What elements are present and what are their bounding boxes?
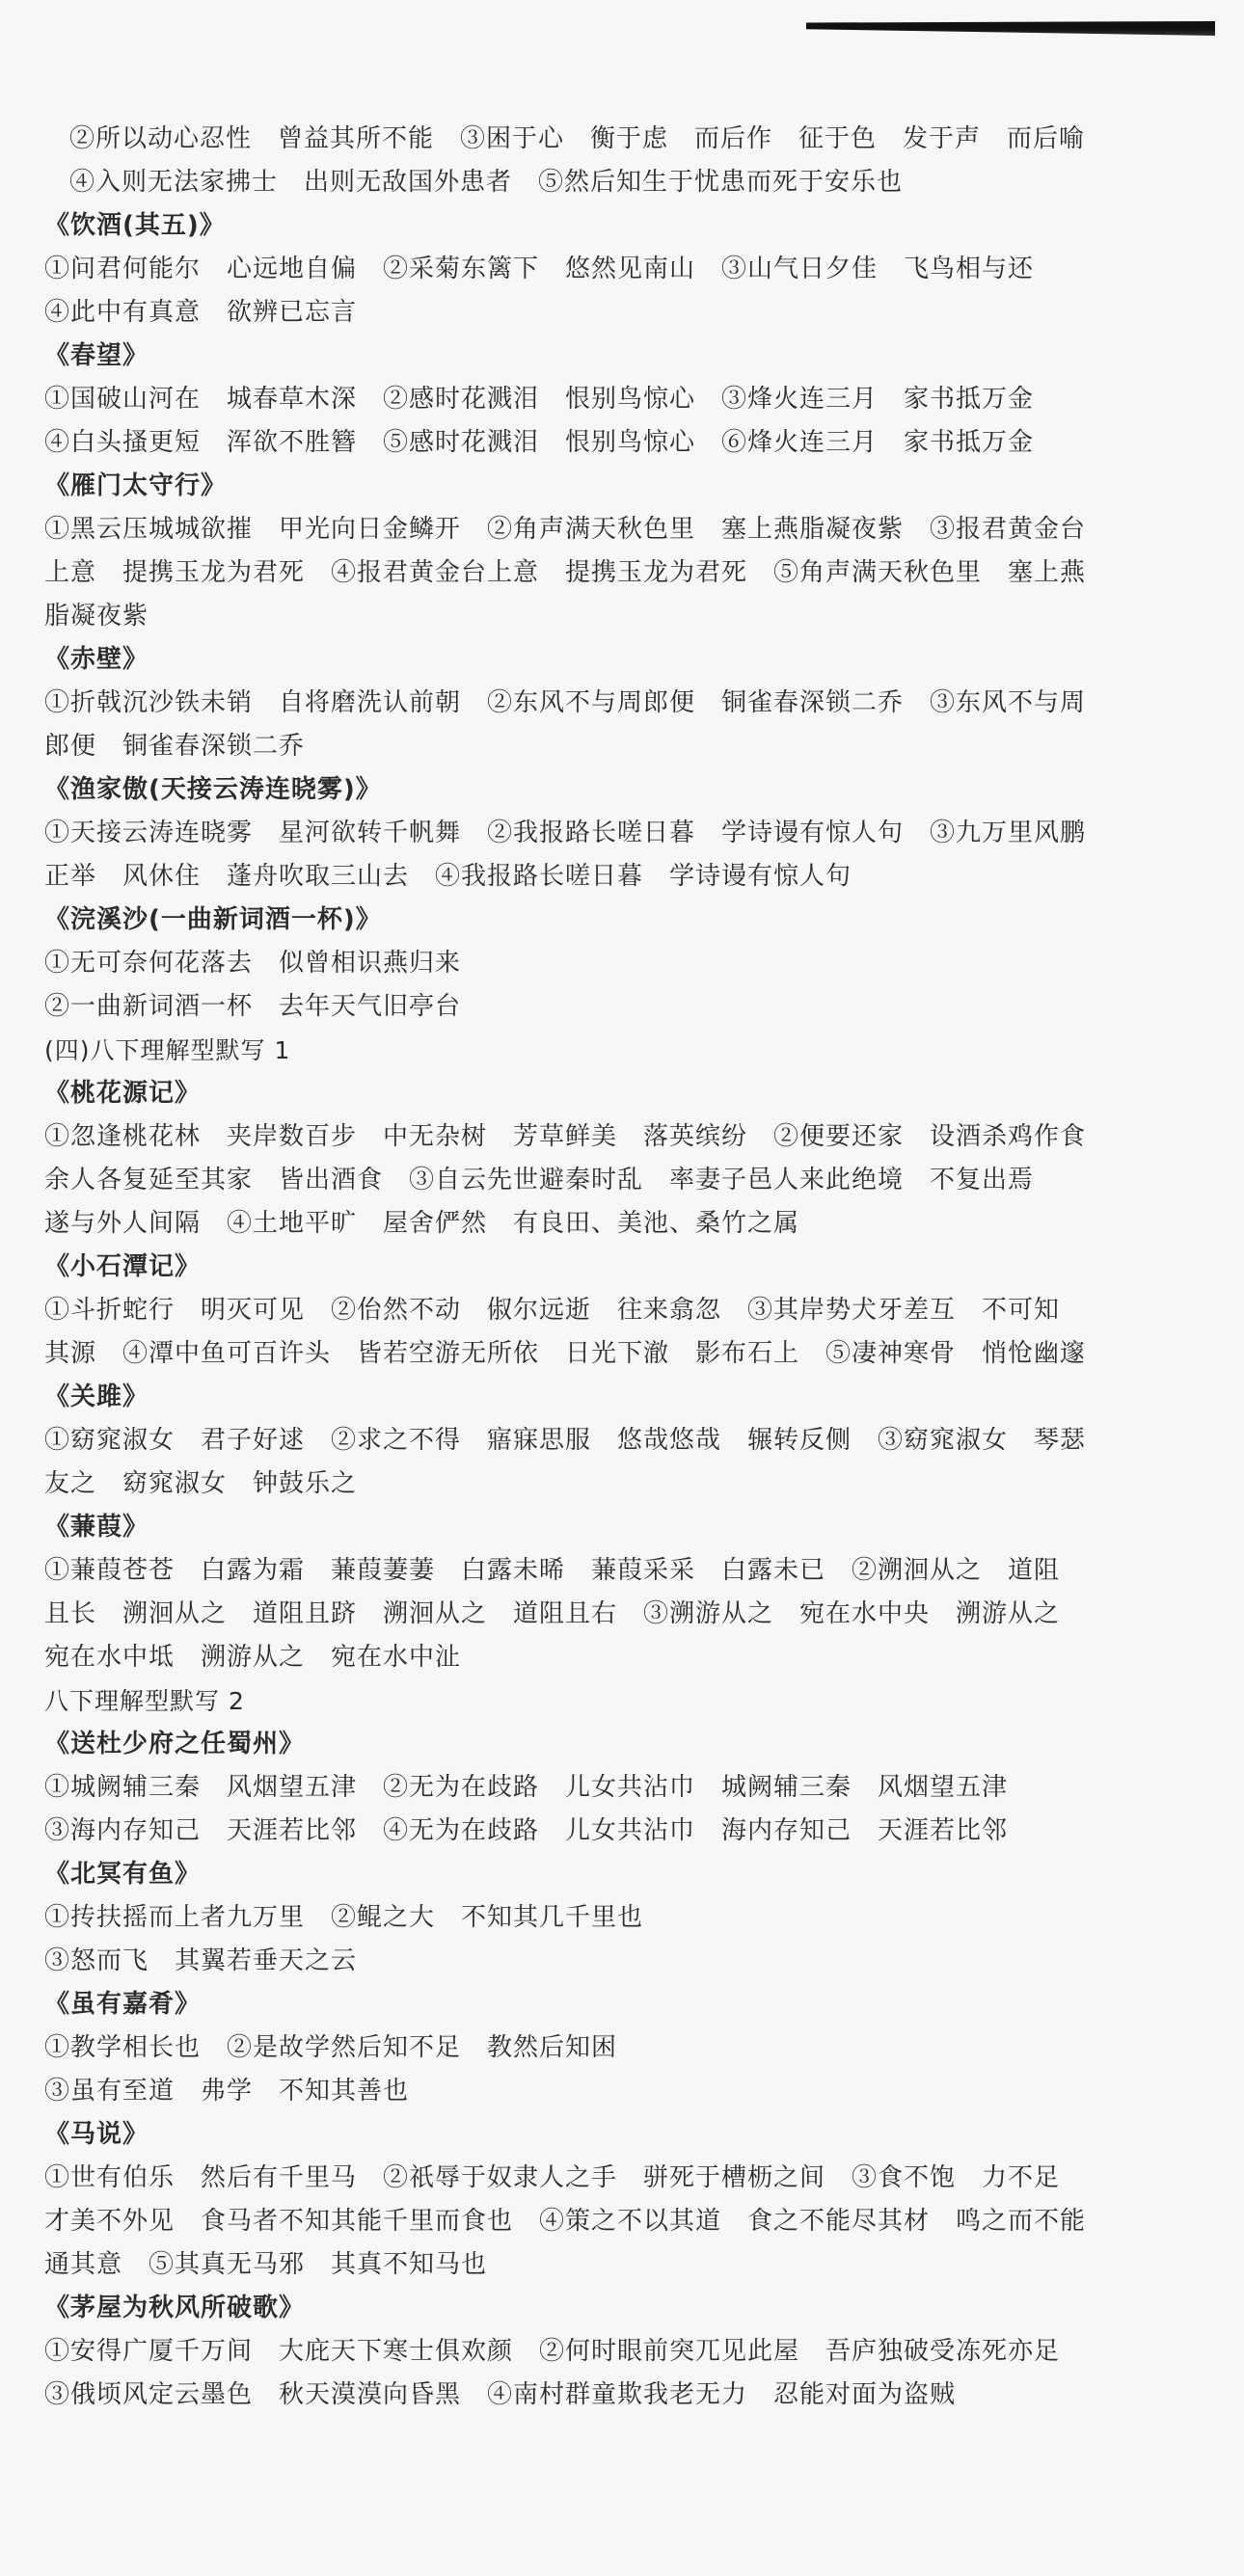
text-line: ①教学相长也 ②是故学然后知不足 教然后知困: [44, 2033, 618, 2062]
text-line: ①折戟沉沙铁未销 自将磨洗认前朝 ②东风不与周郎便 铜雀春深锁二乔 ③东风不与周: [44, 688, 1087, 717]
section-heading: (四)八下理解型默写 1: [44, 1036, 291, 1064]
text-line: ④入则无法家拂士 出则无敌国外患者 ⑤然后知生于忧患而死于安乐也: [69, 168, 904, 197]
poem-title: 《雁门太守行》: [44, 471, 228, 500]
text-line: 正举 风休住 蓬舟吹取三山去 ④我报路长嗟日暮 学诗谩有惊人句: [44, 862, 852, 891]
poem-title: 《饮酒(其五)》: [44, 211, 226, 240]
text-line: ③怒而飞 其翼若垂天之云: [44, 1946, 358, 1975]
top-decorative-rule: [806, 21, 1215, 36]
text-line: ①问君何能尔 心远地自偏 ②采菊东篱下 悠然见南山 ③山气日夕佳 飞鸟相与还: [44, 255, 1035, 283]
poem-title: 《小石潭记》: [44, 1252, 202, 1281]
poem-title: 《春望》: [44, 341, 149, 370]
poem-title: 《蒹葭》: [44, 1513, 149, 1542]
text-line: ③虽有至道 弗学 不知其善也: [44, 2077, 410, 2106]
text-line: 脂凝夜紫: [44, 602, 149, 631]
text-line: 通其意 ⑤其真无马邪 其真不知马也: [44, 2250, 488, 2279]
text-line: ①安得广厦千万间 大庇天下寒士俱欢颜 ②何时眼前突兀见此屋 吾庐独破受冻死亦足: [44, 2337, 1061, 2366]
text-line: ①斗折蛇行 明灭可见 ②佁然不动 俶尔远逝 往来翕忽 ③其岸势犬牙差互 不可知: [44, 1296, 1061, 1325]
text-line: ①国破山河在 城春草木深 ②感时花溅泪 恨别鸟惊心 ③烽火连三月 家书抵万金: [44, 385, 1035, 414]
text-line: 上意 提携玉龙为君死 ④报君黄金台上意 提携玉龙为君死 ⑤角声满天秋色里 塞上燕: [44, 558, 1087, 587]
text-line: ①天接云涛连晓雾 星河欲转千帆舞 ②我报路长嗟日暮 学诗谩有惊人句 ③九万里风鹏: [44, 818, 1087, 847]
text-line: 其源 ④潭中鱼可百许头 皆若空游无所依 日光下澈 影布石上 ⑤凄神寒骨 悄怆幽邃: [44, 1339, 1087, 1368]
text-line: ①黑云压城城欲摧 甲光向日金鳞开 ②角声满天秋色里 塞上燕脂凝夜紫 ③报君黄金台: [44, 515, 1087, 544]
poem-title: 《关雎》: [44, 1382, 149, 1411]
text-line: ③俄顷风定云墨色 秋天漠漠向昏黑 ④南村群童欺我老无力 忍能对面为盗贼: [44, 2380, 957, 2409]
text-line: 才美不外见 食马者不知其能千里而食也 ④策之不以其道 食之不能尽其材 鸣之而不能: [44, 2207, 1087, 2236]
poem-title: 《茅屋为秋风所破歌》: [44, 2294, 306, 2322]
text-line: ①忽逢桃花林 夹岸数百步 中无杂树 芳草鲜美 落英缤纷 ②便要还家 设酒杀鸡作食: [44, 1122, 1087, 1151]
poem-title: 《桃花源记》: [44, 1079, 202, 1108]
answer-text-block: [44, 118, 1211, 2417]
poem-title: 《马说》: [44, 2120, 149, 2149]
text-line: ②所以动心忍性 曾益其所不能 ③困于心 衡于虑 而后作 征于色 发于声 而后喻: [69, 124, 1086, 153]
poem-title: 《浣溪沙(一曲新词酒一杯)》: [44, 905, 382, 934]
text-line: ①世有伯乐 然后有千里马 ②祇辱于奴隶人之手 骈死于槽枥之间 ③食不饱 力不足: [44, 2163, 1061, 2192]
poem-title: 《赤壁》: [44, 645, 149, 674]
poem-title: 《北冥有鱼》: [44, 1860, 202, 1889]
text-line: 余人各复延至其家 皆出酒食 ③自云先世避秦时乱 率妻子邑人来此绝境 不复出焉: [44, 1166, 1035, 1194]
text-line: ①窈窕淑女 君子好逑 ②求之不得 寤寐思服 悠哉悠哉 辗转反侧 ③窈窕淑女 琴瑟: [44, 1426, 1087, 1455]
text-line: 郎便 铜雀春深锁二乔: [44, 732, 306, 761]
poem-title: 《送杜少府之任蜀州》: [44, 1730, 306, 1758]
text-line: 且长 溯洄从之 道阻且跻 溯洄从之 道阻且右 ③溯游从之 宛在水中央 溯游从之: [44, 1599, 1061, 1628]
text-line: ③海内存知己 天涯若比邻 ④无为在歧路 儿女共沾巾 海内存知己 天涯若比邻: [44, 1816, 1009, 1845]
poem-title: 《渔家傲(天接云涛连晓雾)》: [44, 775, 382, 804]
text-line: 友之 窈窕淑女 钟鼓乐之: [44, 1469, 358, 1498]
text-line: 遂与外人间隔 ④土地平旷 屋舍俨然 有良田、美池、桑竹之属: [44, 1209, 800, 1238]
text-line: ④此中有真意 欲辨已忘言: [44, 298, 358, 327]
text-line: ①无可奈何花落去 似曾相识燕归来: [44, 949, 462, 978]
section-heading: 八下理解型默写 2: [44, 1687, 245, 1715]
text-line: ④白头搔更短 浑欲不胜簪 ⑤感时花溅泪 恨别鸟惊心 ⑥烽火连三月 家书抵万金: [44, 428, 1035, 457]
text-line: 宛在水中坻 溯游从之 宛在水中沚: [44, 1643, 462, 1672]
text-line: ①城阙辅三秦 风烟望五津 ②无为在歧路 儿女共沾巾 城阙辅三秦 风烟望五津: [44, 1773, 1009, 1802]
poem-title: 《虽有嘉肴》: [44, 1990, 202, 2019]
text-line: ②一曲新词酒一杯 去年天气旧亭台: [44, 992, 462, 1021]
text-line: ①抟扶摇而上者九万里 ②鲲之大 不知其几千里也: [44, 1903, 644, 1932]
text-line: ①蒹葭苍苍 白露为霜 蒹葭萋萋 白露未晞 蒹葭采采 白露未已 ②溯洄从之 道阻: [44, 1556, 1061, 1585]
